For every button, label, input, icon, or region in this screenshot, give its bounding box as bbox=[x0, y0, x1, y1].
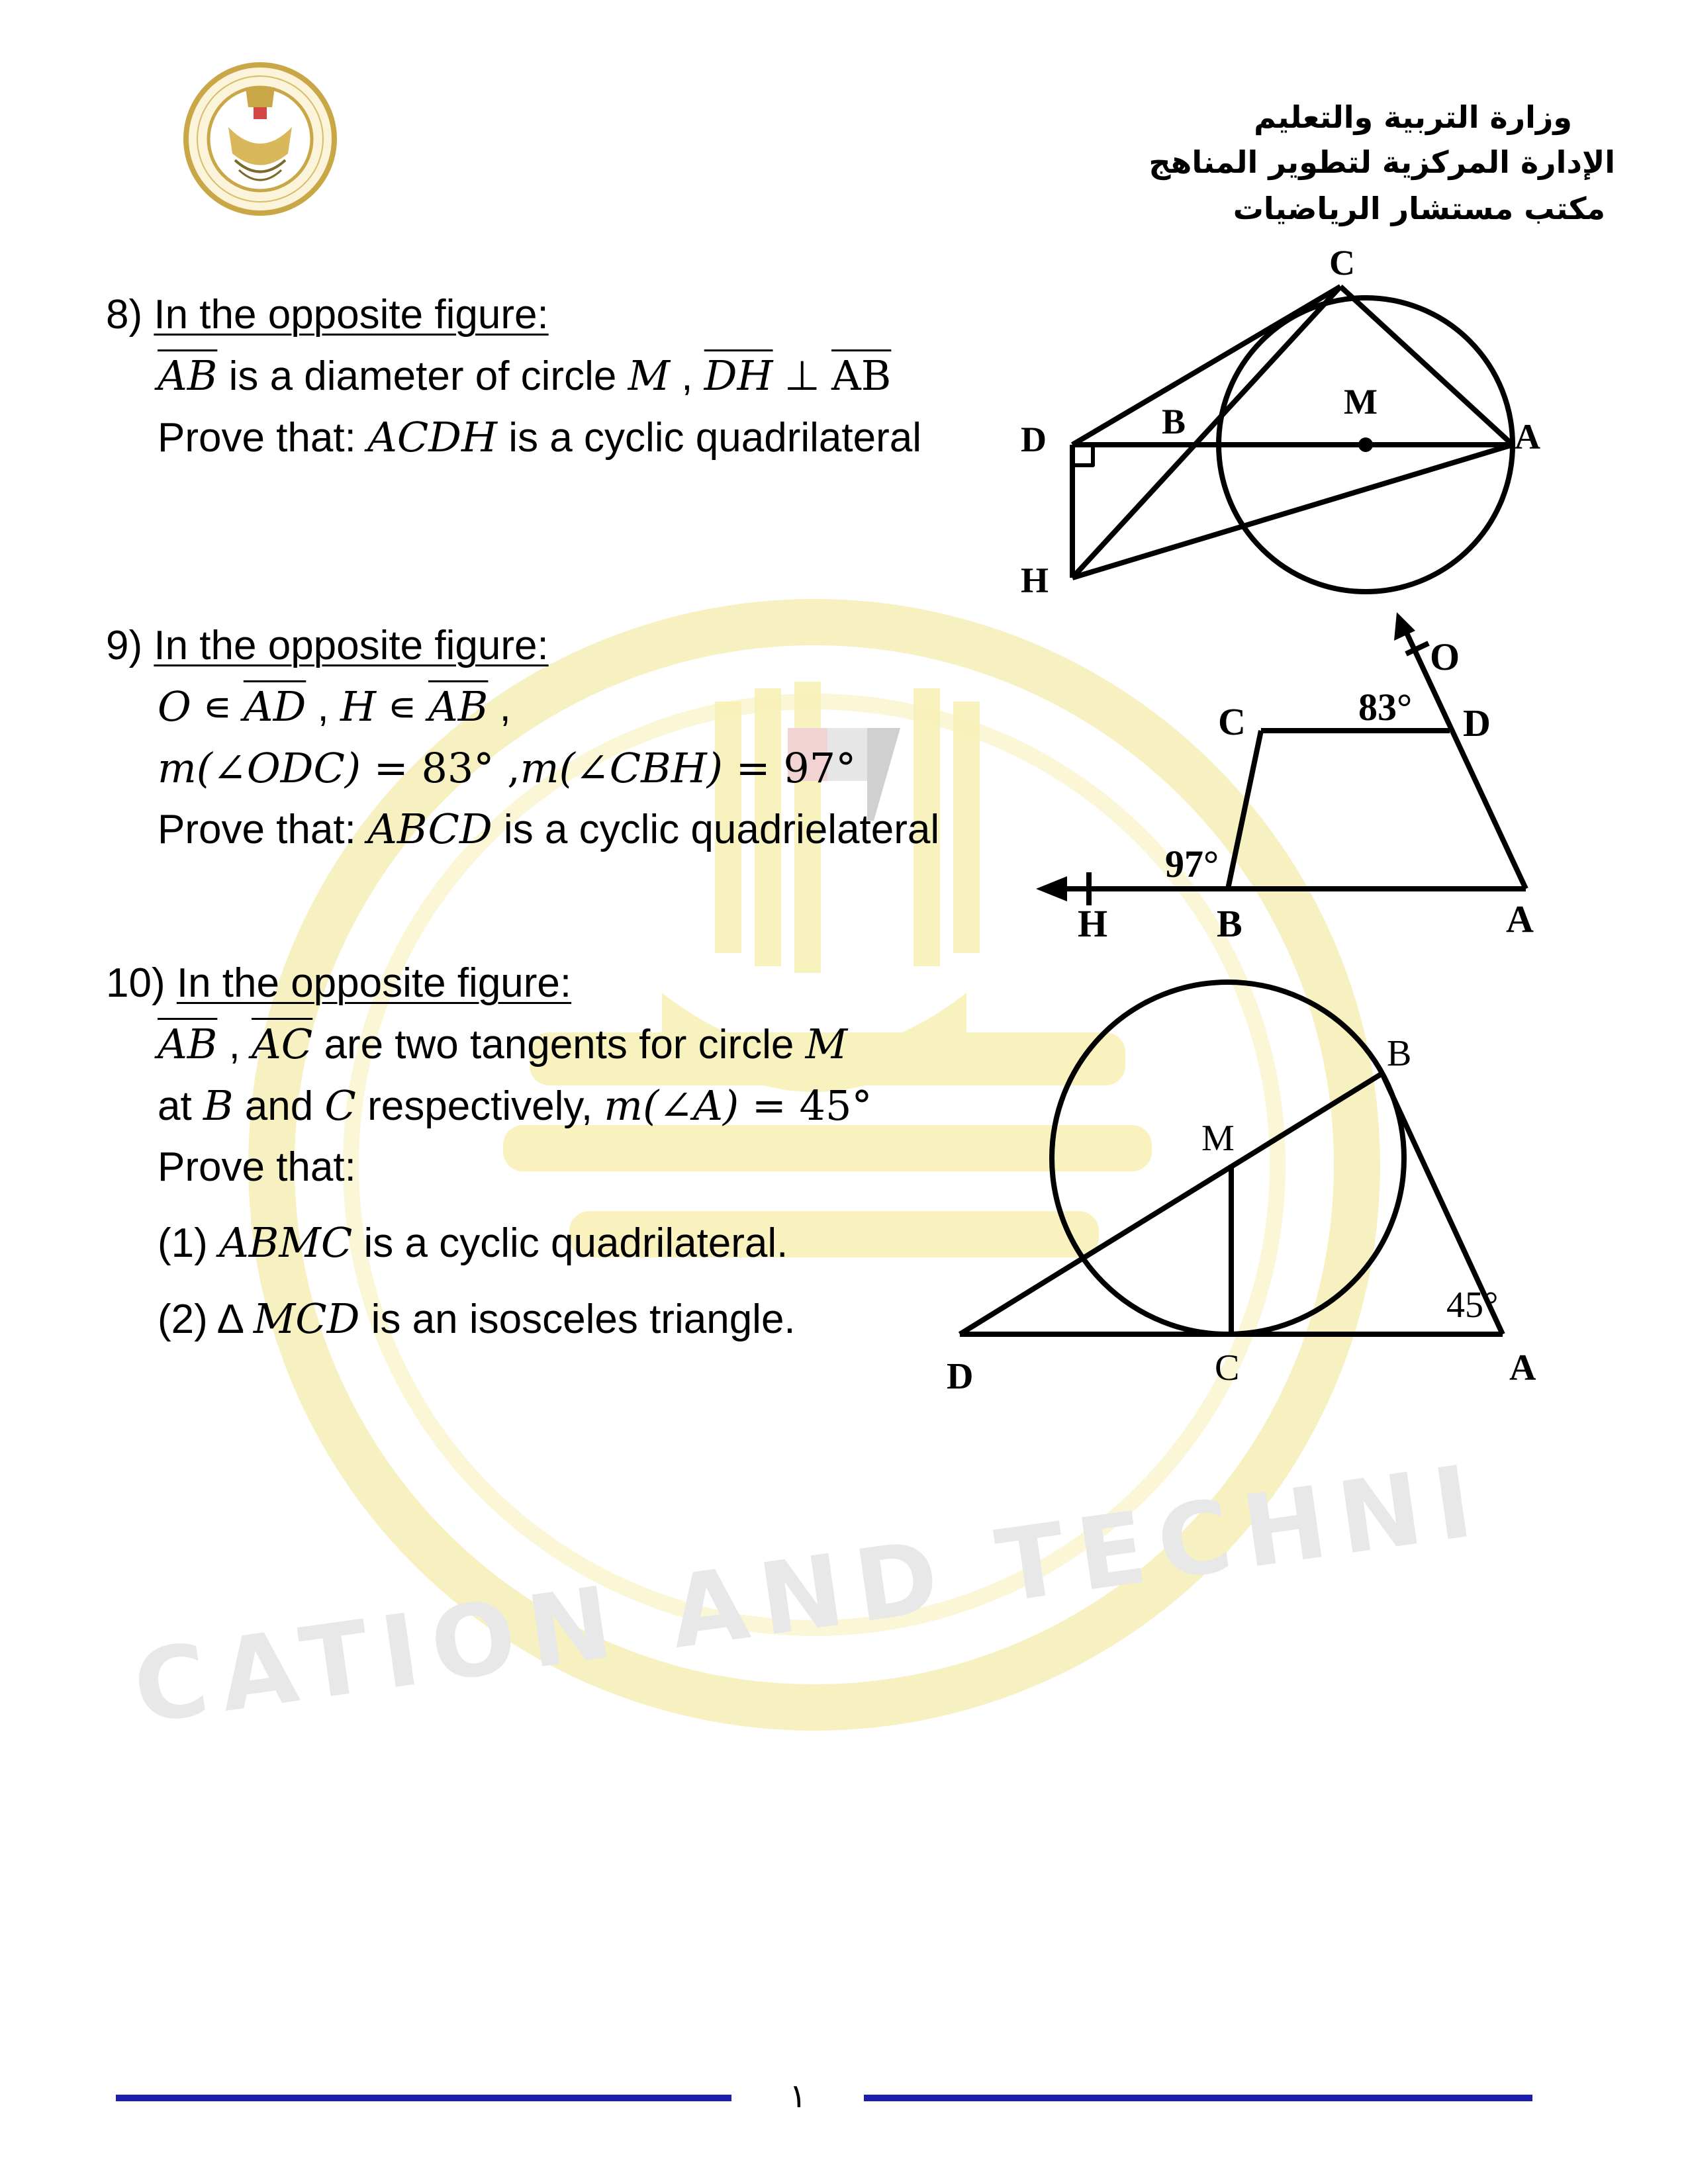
var: O bbox=[158, 682, 191, 731]
segment-cd bbox=[1072, 287, 1340, 445]
label-h: H bbox=[1078, 902, 1108, 945]
text: = 83° bbox=[361, 744, 494, 792]
text: , bbox=[494, 744, 520, 792]
label-h: H bbox=[1021, 561, 1049, 600]
problem-heading: In the opposite figure: bbox=[154, 623, 549, 668]
segment-db bbox=[960, 1073, 1382, 1334]
segment-ah bbox=[1072, 445, 1513, 578]
arrowhead-o bbox=[1394, 612, 1415, 641]
text: is an isosceles triangle. bbox=[359, 1297, 796, 1342]
ray-ad-line bbox=[1405, 629, 1526, 889]
header-office-name: مكتب مستشار الرياضيات bbox=[1233, 191, 1605, 226]
label-a: A bbox=[1506, 897, 1534, 940]
label-o: O bbox=[1430, 635, 1460, 678]
header-department-name: الإدارة المركزية لتطوير المناهج bbox=[1149, 144, 1615, 180]
text: is a diameter of circle bbox=[217, 353, 628, 399]
label-a: A bbox=[1515, 417, 1540, 457]
segment-ab: $\overline{AB}$ bbox=[158, 1020, 218, 1068]
text: , bbox=[306, 684, 340, 730]
segment-dh: $\overline{DH}$ bbox=[704, 351, 773, 400]
figure-8 bbox=[993, 238, 1575, 609]
problem-10 bbox=[106, 953, 872, 1350]
text: = 97° bbox=[722, 744, 857, 792]
label-a: A bbox=[1509, 1347, 1536, 1388]
text: is a cyclic quadrilateral bbox=[497, 415, 921, 461]
label-c: C bbox=[1218, 700, 1246, 743]
page-number: ١ bbox=[789, 2077, 807, 2115]
label-d: D bbox=[1463, 702, 1491, 745]
label-b: B bbox=[1162, 402, 1186, 441]
label-d: D bbox=[947, 1356, 974, 1397]
label-m: M bbox=[1201, 1118, 1235, 1159]
label-angle-cbh: 97° bbox=[1165, 842, 1219, 886]
right-angle-marker bbox=[1072, 445, 1093, 465]
text: is a cyclic quadrielateral bbox=[492, 807, 940, 852]
problem-number: 9) bbox=[106, 623, 143, 668]
segment-ab: $\overline{AB}$ bbox=[831, 351, 892, 400]
text: is a cyclic quadrilateral. bbox=[352, 1220, 788, 1266]
problem-heading: In the opposite figure: bbox=[154, 292, 549, 338]
var: B bbox=[203, 1081, 234, 1130]
problem-8 bbox=[106, 285, 921, 469]
header-ministry-name: وزارة التربية والتعليم bbox=[1254, 99, 1572, 135]
text: at bbox=[158, 1083, 203, 1129]
figure-10 bbox=[940, 966, 1549, 1416]
footer-line-left bbox=[116, 2095, 731, 2101]
perpendicular-symbol: ⊥ bbox=[773, 353, 831, 399]
text: and bbox=[233, 1083, 325, 1129]
label-b: B bbox=[1387, 1033, 1412, 1074]
text: = 45° bbox=[739, 1081, 872, 1130]
var: M bbox=[805, 1020, 848, 1068]
label-d: D bbox=[1021, 420, 1047, 459]
segment-bc bbox=[1228, 731, 1261, 889]
ministry-seal-logo bbox=[182, 61, 338, 217]
footer-line-right bbox=[864, 2095, 1532, 2101]
text: respectively, bbox=[355, 1083, 604, 1129]
arrowhead-h bbox=[1036, 876, 1067, 901]
label-angle-odc: 83° bbox=[1358, 686, 1413, 729]
watermark-arc-text: CATION AND TECHNI bbox=[126, 1443, 1493, 1747]
angle-expression: m(∠A) bbox=[604, 1081, 739, 1130]
var: ACDH bbox=[367, 413, 498, 461]
segment-ac: $\overline{AC}$ bbox=[252, 1020, 313, 1068]
angle-expression: m(∠ODC) bbox=[158, 744, 361, 792]
text: , bbox=[670, 353, 704, 399]
var: MCD bbox=[253, 1295, 360, 1343]
segment-ch bbox=[1072, 287, 1340, 578]
var: ABMC bbox=[219, 1218, 353, 1267]
center-point-m bbox=[1358, 437, 1373, 452]
label-angle-a: 45° bbox=[1446, 1285, 1499, 1326]
var: ABCD bbox=[367, 805, 492, 853]
text: , bbox=[217, 1022, 252, 1068]
problem-heading: In the opposite figure: bbox=[176, 960, 572, 1006]
angle-expression: m(∠CBH) bbox=[520, 744, 723, 792]
text: (2) Δ bbox=[158, 1297, 254, 1342]
label-b: B bbox=[1217, 902, 1243, 945]
label-c: C bbox=[1215, 1347, 1240, 1388]
label-c: C bbox=[1329, 243, 1355, 283]
ray-ad: $\overline{AD}$ bbox=[243, 682, 306, 731]
var: C bbox=[324, 1081, 356, 1130]
element-of-symbol: ∊ bbox=[191, 684, 244, 730]
element-of-symbol: ∊ bbox=[376, 684, 428, 730]
problem-number: 10) bbox=[106, 960, 165, 1006]
label-m: M bbox=[1344, 382, 1378, 422]
prove-label: Prove that: bbox=[158, 1144, 356, 1190]
text: (1) bbox=[158, 1220, 219, 1266]
text: Prove that: bbox=[158, 415, 368, 461]
text: are two tangents for circle bbox=[312, 1022, 806, 1068]
problem-9 bbox=[106, 615, 939, 860]
ray-ab: $\overline{AB}$ bbox=[428, 682, 489, 731]
var: M bbox=[628, 351, 671, 400]
var: H bbox=[340, 682, 377, 731]
segment-ab: $\overline{AB}$ bbox=[158, 351, 218, 400]
figure-9 bbox=[1019, 609, 1562, 953]
problem-number: 8) bbox=[106, 292, 143, 338]
text: , bbox=[488, 684, 511, 730]
text: Prove that: bbox=[158, 807, 368, 852]
